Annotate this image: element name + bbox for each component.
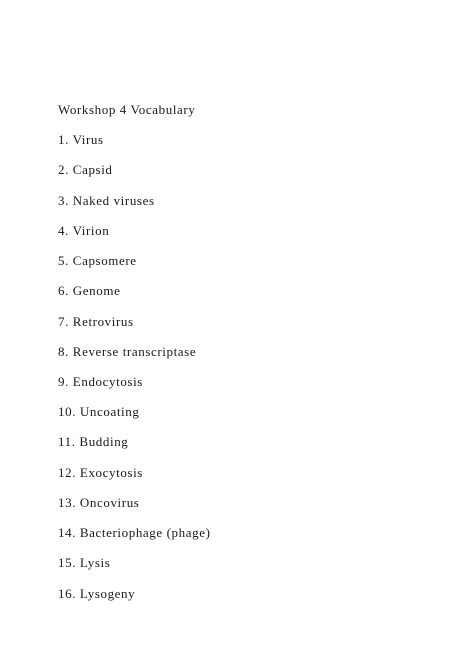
vocabulary-term-15: 15. Lysis <box>58 555 111 570</box>
vocabulary-term-6: 6. Genome <box>58 283 121 298</box>
vocabulary-term-16: 16. Lysogeny <box>58 586 136 601</box>
vocabulary-term-13: 13. Oncovirus <box>58 495 140 510</box>
vocabulary-term-10: 10. Uncoating <box>58 404 140 419</box>
vocabulary-term-8: 8. Reverse transcriptase <box>58 344 197 359</box>
vocabulary-term-12: 12. Exocytosis <box>58 465 143 480</box>
vocabulary-term-3: 3. Naked viruses <box>58 193 155 208</box>
vocabulary-term-2: 2. Capsid <box>58 162 113 177</box>
vocabulary-term-1: 1. Virus <box>58 132 104 147</box>
vocabulary-term-4: 4. Virion <box>58 223 110 238</box>
vocabulary-term-14: 14. Bacteriophage (phage) <box>58 525 211 540</box>
vocabulary-term-7: 7. Retrovirus <box>58 314 134 329</box>
vocabulary-term-11: 11. Budding <box>58 434 129 449</box>
vocabulary-term-9: 9. Endocytosis <box>58 374 143 389</box>
document-title: Workshop 4 Vocabulary <box>58 102 196 117</box>
vocabulary-term-5: 5. Capsomere <box>58 253 137 268</box>
